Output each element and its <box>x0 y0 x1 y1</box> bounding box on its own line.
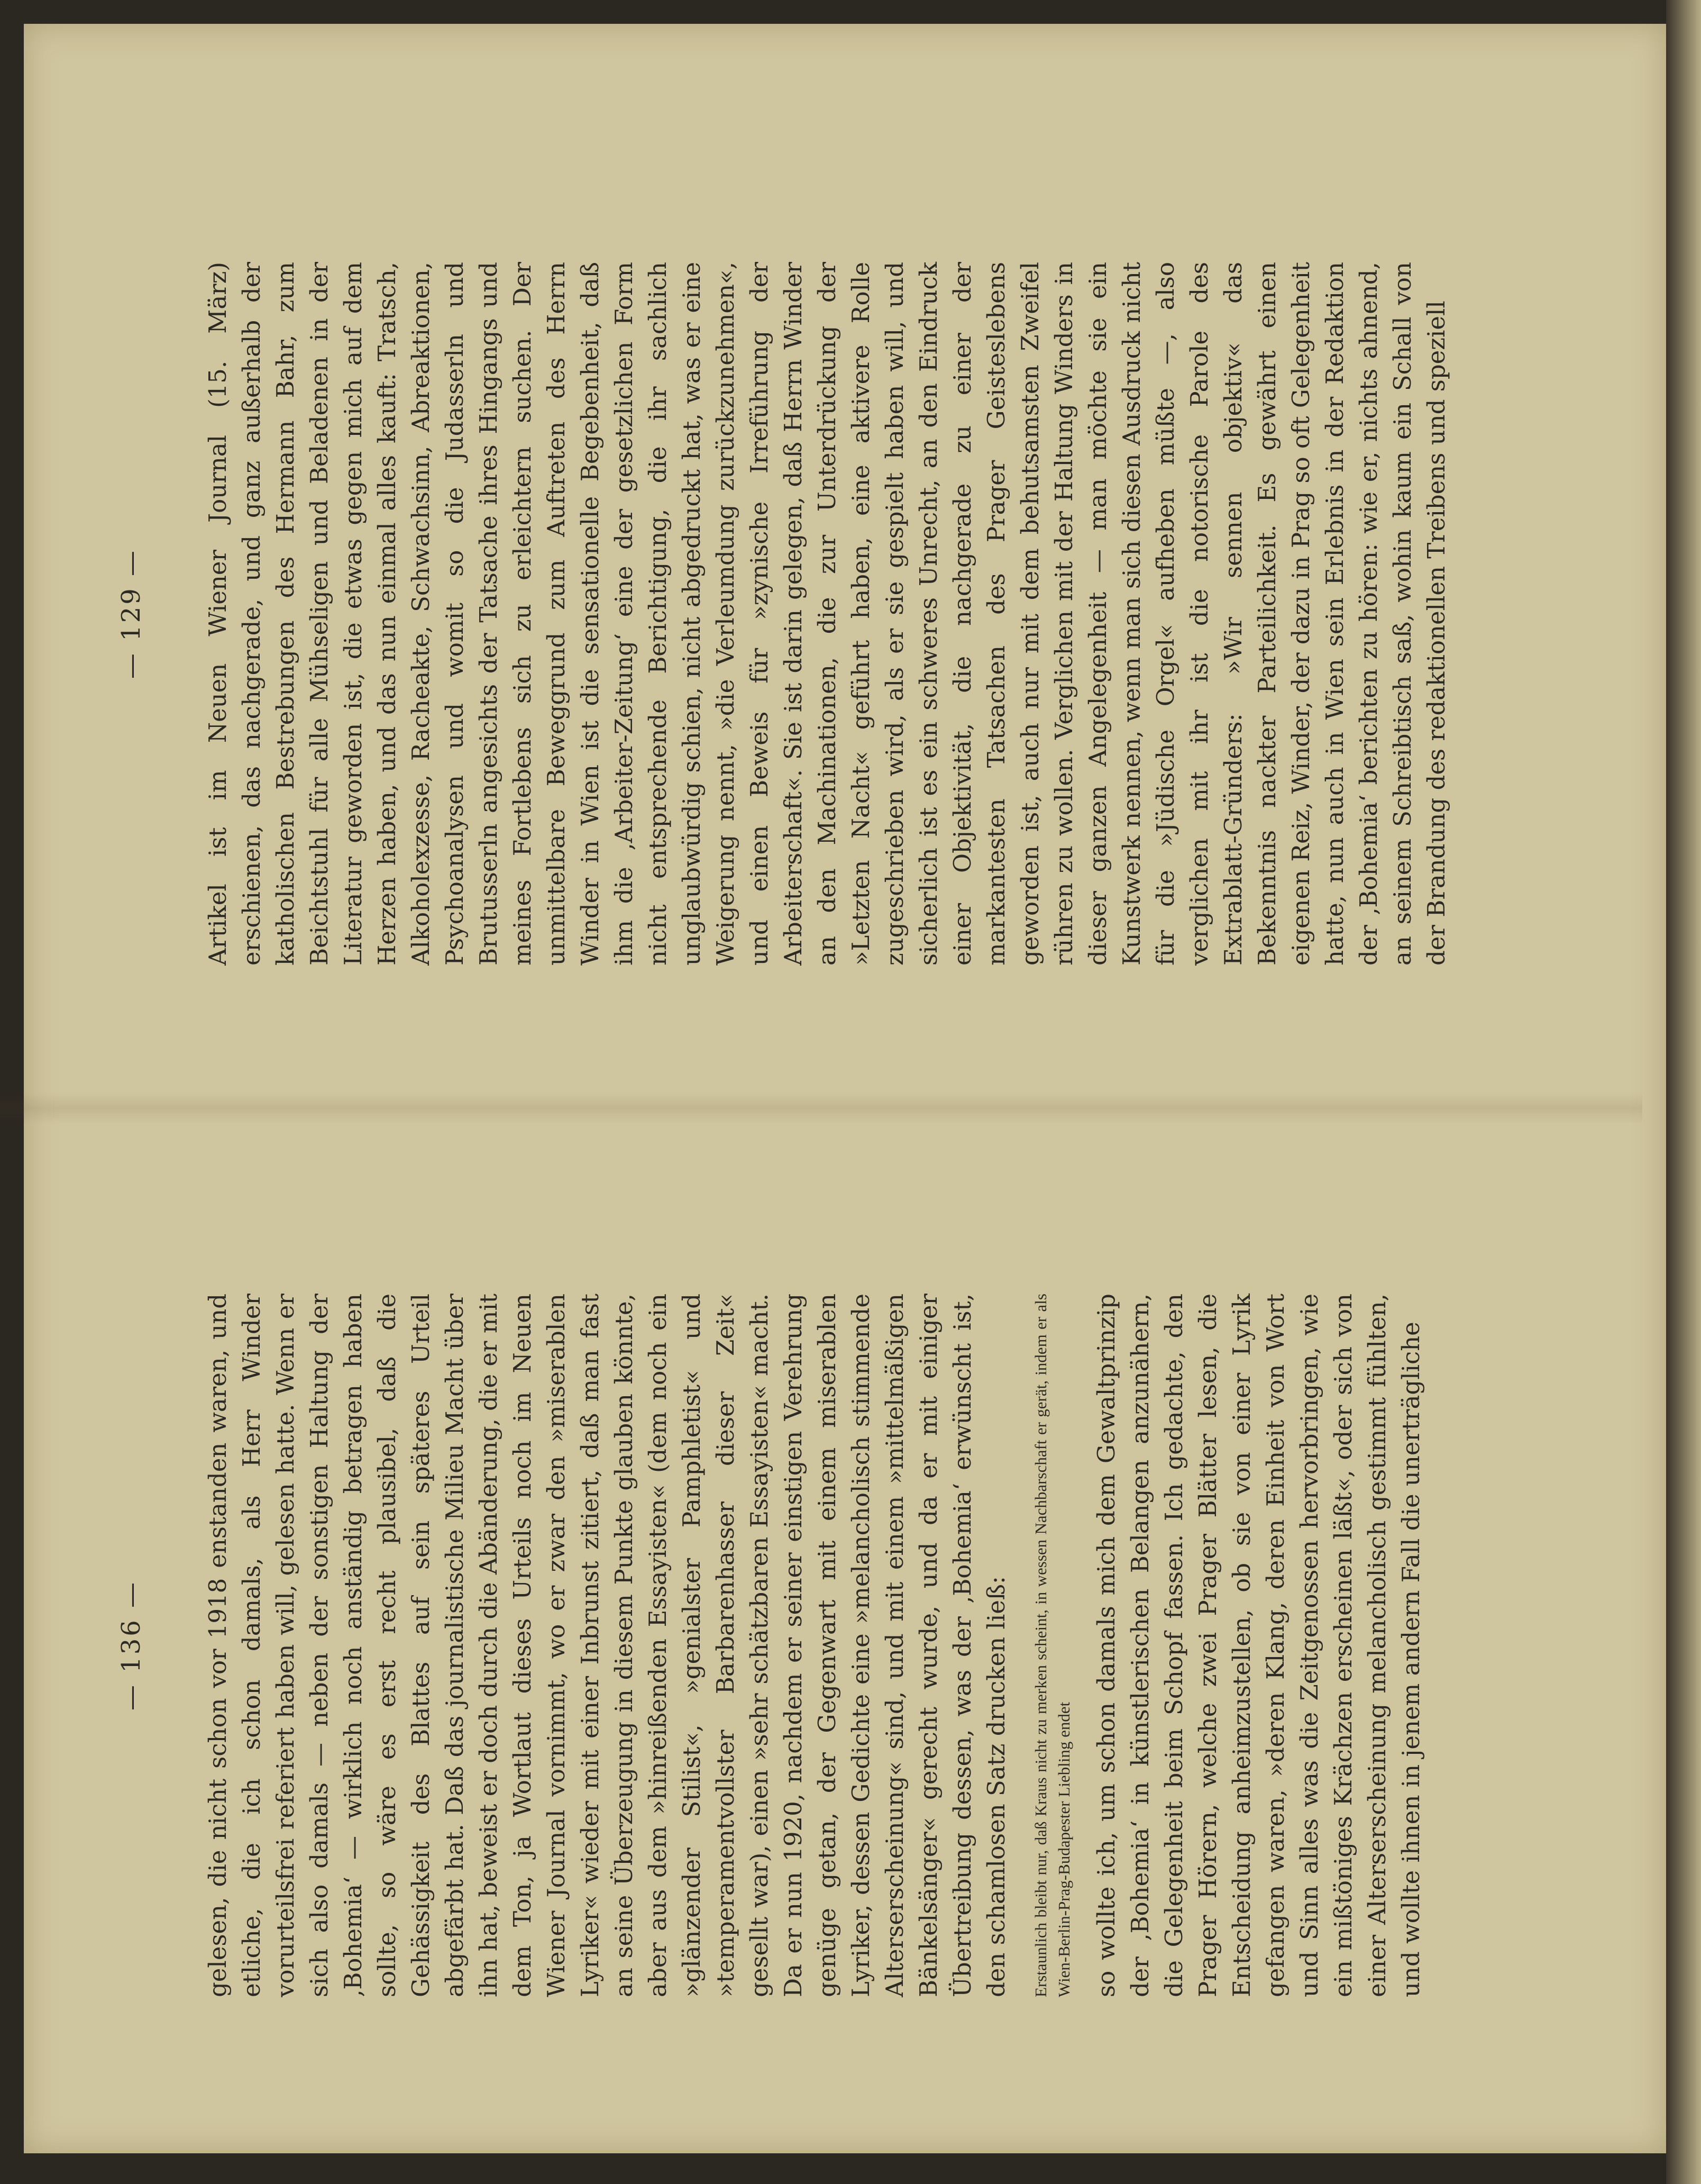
book-edge <box>1666 0 1701 2184</box>
left-paragraph-1: gelesen, die nicht schon vor 1918 enstanden waren, und etliche, die ich schon damals, als Herr Winder vorurteilsfrei referiert haben will, gelesen hatte. Wenn er sich also damals — neben der sonstigen Haltung der ‚Bohemia‘ — wirklich noch anständig betragen haben sollte, so wäre es erst recht plausibel, daß die Gehässigkeit des Blattes auf sein späteres Urteil abgefärbt hat. Daß das journalistische Milieu Macht über ihn hat, beweist er doch durch die Abänderung, die er mit dem Ton, ja Wortlaut dieses Urteils noch im Neuen Wiener Journal vornimmt, wo er zwar den »miserablen Lyriker« wieder mit einer Inbrunst zitiert, daß man fast an seine Überzeugung in diesem Punkte glauben könnte, aber aus dem »hinreißenden Essayisten« (dem noch ein »glänzender Stilist«, »genialster Pamphletist« und »temperamentvollster Barbarenhasser dieser Zeit« gesellt war), einen »sehr schätzbaren Essayisten« macht. Da er nun 1920, nachdem er seiner einstigen Verehrung genüge getan, der Gegenwart mit einem miserablen Lyriker, dessen Gedichte eine »melancholisch stimmende Alterserscheinung« sind, und mit einem »mittelmäßigen Bänkelsänger« gerecht wurde, und da er mit einiger Übertreibung dessen, was der ‚Bohemia‘ erwünscht ist, den schamlosen Satz drucken ließ: <box>204 1294 1010 1997</box>
left-paragraph-2: so wollte ich, um schon damals mich dem Gewaltprinzip der ‚Bohemia‘ in künstlerischen Belangen anzunähern, die Gelegenheit beim Schopf fassen. Ich gedachte, den Prager Hörern, welche zwei Prager Blätter lesen, die Entscheidung anheimzustellen, ob sie von einer Lyrik gefangen waren, »deren Klang, deren Einheit von Wort und Sinn alles was die Zeitgenossen hervorbringen, wie ein mißtöniges Krächzen erscheinen läßt«, oder sich von einer Alterserscheinung melancholisch gestimmt fühlten, und wollte ihnen in jenem andern Fall die unerträgliche <box>1092 1294 1425 1997</box>
left-footnote: Erstaunlich bleibt nur, daß Kraus nicht zu merken scheint, in wessen Nachbarschaft er gerät, indem er als Wien-Berlin-Prag-Budapester Liebling endet <box>1031 1294 1073 1997</box>
page-number-right: — 129 — <box>116 548 146 679</box>
right-paragraph-1: Artikel ist im Neuen Wiener Journal (15. März) erschienen, das nachgerade, und ganz außerhalb der katholischen Bestrebungen des Hermann Bahr, zum Beichtstuhl für alle Mühseligen und Beladenen in der Literatur geworden ist, die etwas gegen mich auf dem Herzen haben, und das nun einmal alles kauft: Tratsch, Alkoholexzesse, Racheakte, Schwachsinn, Abreaktionen, Psychoanalysen und womit so die Judasserln und Brutusserln angesichts der Tatsache ihres Hingangs und meines Fortlebens sich zu erleichtern suchen. Der unmittelbare Beweggrund zum Auftreten des Herrn Winder in Wien ist die sensationelle Begebenheit, daß ihm die ‚Arbeiter-Zeitung‘ eine der gesetzlichen Form nicht entsprechende Berichtigung, die ihr sachlich unglaubwürdig schien, nicht abgedruckt hat, was er eine Weigerung nennt, »die Verleumdung zurückzunehmen«, und einen Beweis für »zynische Irreführung der Arbeiterschaft«. Sie ist darin gelegen, daß Herrn Winder an den Machinationen, die zur Unterdrückung der »Letzten Nacht« geführt haben, eine aktivere Rolle zugeschrieben wird, als er sie gespielt haben will, und sicherlich ist es ein schweres Unrecht, an den Eindruck einer Objektivität, die nachgerade zu einer der markantesten Tatsachen des Prager Geisteslebens geworden ist, auch nur mit dem behutsamsten Zweifel rühren zu wollen. Verglichen mit der Haltung Winders in dieser ganzen Angelegenheit — man möchte sie ein Kunstwerk nennen, wenn man sich diesen Ausdruck nicht für die »Jüdische Orgel« aufheben müßte —, also verglichen mit ihr ist die notorische Parole des Extrablatt-Gründers: »Wir sennen objektiv« das Bekenntnis nackter Parteilichkeit. Es gewährt einen eigenen Reiz, Winder, der dazu in Prag so oft Gelegenheit hatte, nun auch in Wien sein Erlebnis in der Redaktion der ‚Bohemia‘ berichten zu hören: wie er, nichts ahnend, an seinem Schreibtisch saß, wohin kaum ein Schall von der Brandung des redaktionellen Treibens und speziell <box>204 262 1450 966</box>
gutter-shadow <box>0 1093 1642 1124</box>
right-page-column <box>201 262 1453 966</box>
left-page-column <box>201 1294 1428 1997</box>
page-number-left: — 136 — <box>116 1580 146 1711</box>
